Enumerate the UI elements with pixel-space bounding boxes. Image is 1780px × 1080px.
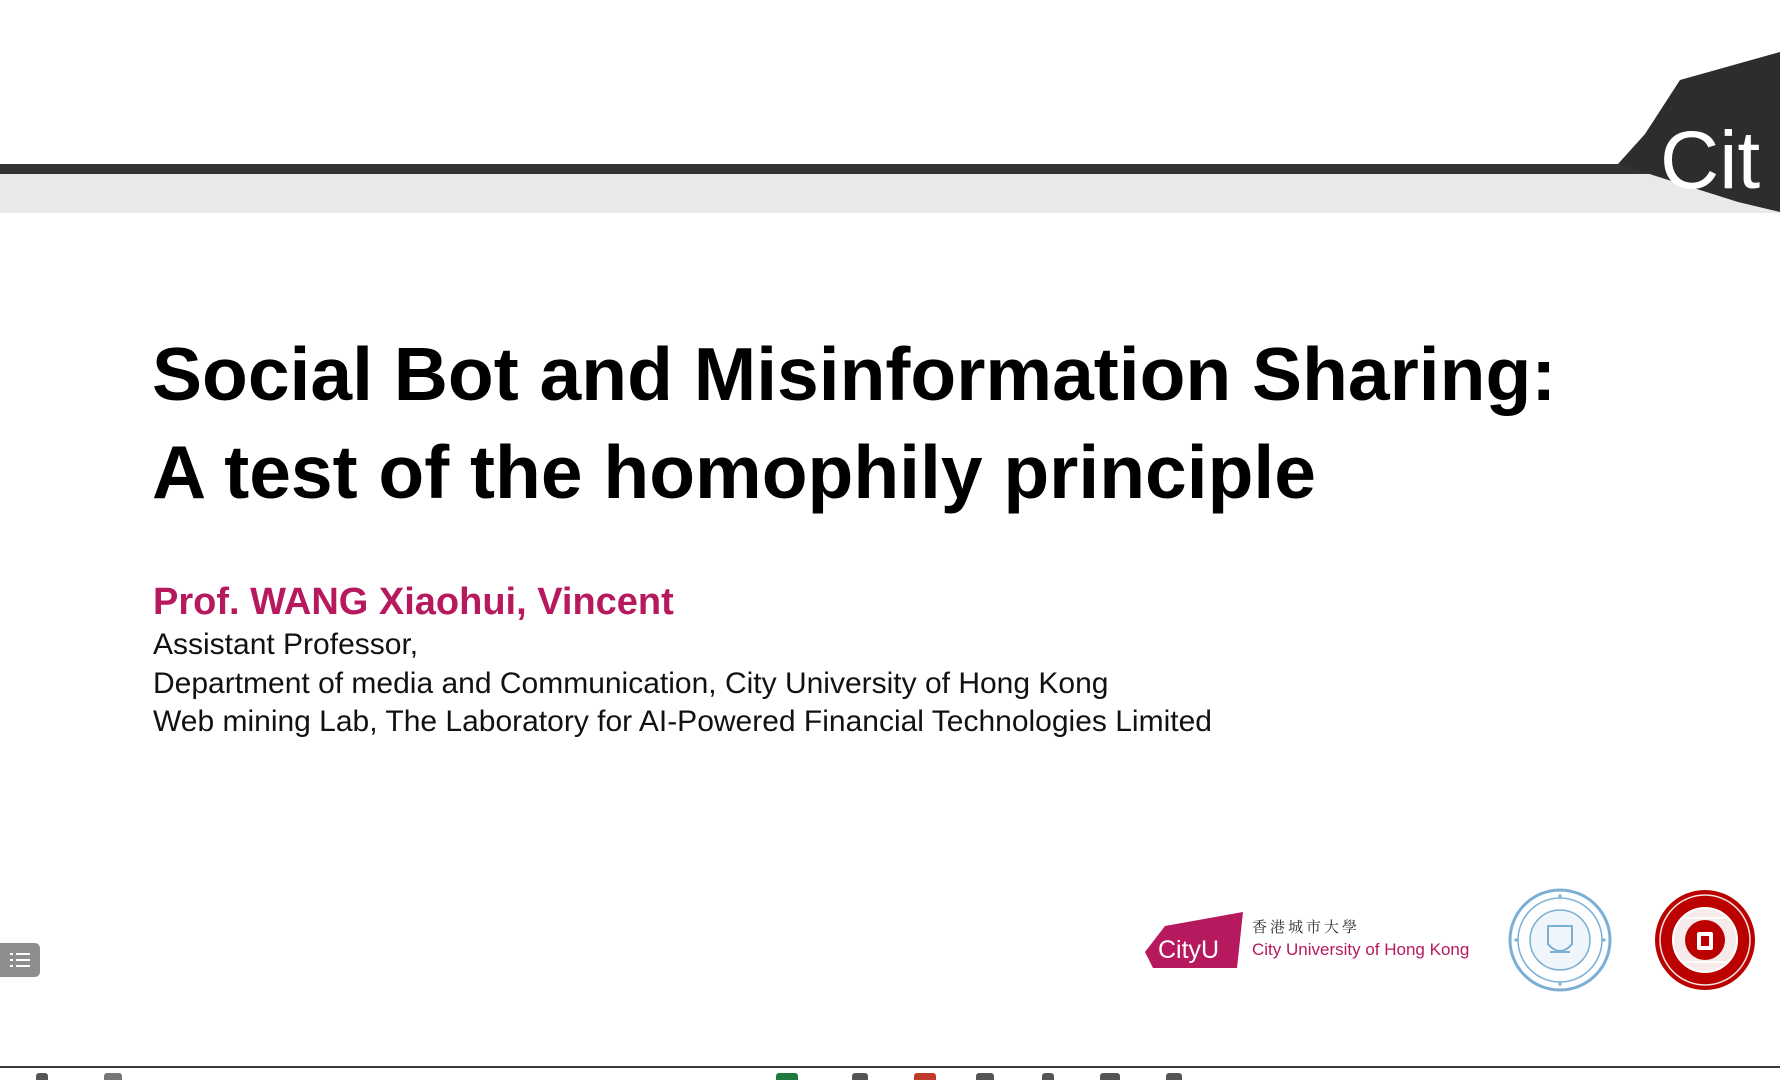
list-icon bbox=[9, 951, 31, 969]
slide-title bbox=[152, 325, 1712, 521]
cityu-corner-logo bbox=[1610, 52, 1780, 212]
cityu-logo bbox=[1145, 910, 1475, 972]
taskbar-app-icon[interactable] bbox=[1100, 1073, 1120, 1080]
header-band bbox=[0, 174, 1780, 213]
outline-toggle-button[interactable] bbox=[0, 943, 40, 977]
unc-seal-icon bbox=[1508, 888, 1612, 992]
taskbar-app-icon[interactable] bbox=[36, 1073, 48, 1080]
presenter-name: Prof. WANG Xiaohui, Vincent bbox=[153, 581, 674, 623]
presenter-department: Department of media and Communication, City University of Hong Kong bbox=[153, 666, 1109, 700]
slide-title-line-2: A test of the homophily principle bbox=[152, 430, 1316, 514]
header-bar bbox=[0, 164, 1780, 174]
cityu-english-name: City University of Hong Kong bbox=[1252, 940, 1470, 959]
presenter-info bbox=[153, 578, 1553, 742]
footer-logos bbox=[1145, 888, 1765, 996]
cityu-badge-text: CityU bbox=[1158, 936, 1220, 964]
taskbar bbox=[0, 1068, 1780, 1080]
cityu-chinese-name: 香港城市大學 bbox=[1252, 919, 1361, 936]
cityu-badge-icon bbox=[1145, 910, 1245, 970]
ohio-state-seal-icon bbox=[1653, 888, 1757, 992]
taskbar-app-icon[interactable] bbox=[914, 1073, 936, 1080]
taskbar-app-icon[interactable] bbox=[852, 1073, 868, 1080]
taskbar-app-icon[interactable] bbox=[1042, 1073, 1054, 1080]
presenter-role: Assistant Professor, bbox=[153, 628, 419, 661]
taskbar-app-icon[interactable] bbox=[104, 1073, 122, 1080]
taskbar-app-icon[interactable] bbox=[1166, 1073, 1182, 1080]
slide-title-line-1: Social Bot and Misinformation Sharing: bbox=[152, 332, 1557, 416]
taskbar-app-icon[interactable] bbox=[976, 1073, 994, 1080]
corner-logo-text: Cit bbox=[1660, 115, 1761, 206]
taskbar-app-icon[interactable] bbox=[776, 1073, 798, 1080]
presenter-lab: Web mining Lab, The Laboratory for AI-Powered Financial Technologies Limited bbox=[153, 705, 1212, 738]
